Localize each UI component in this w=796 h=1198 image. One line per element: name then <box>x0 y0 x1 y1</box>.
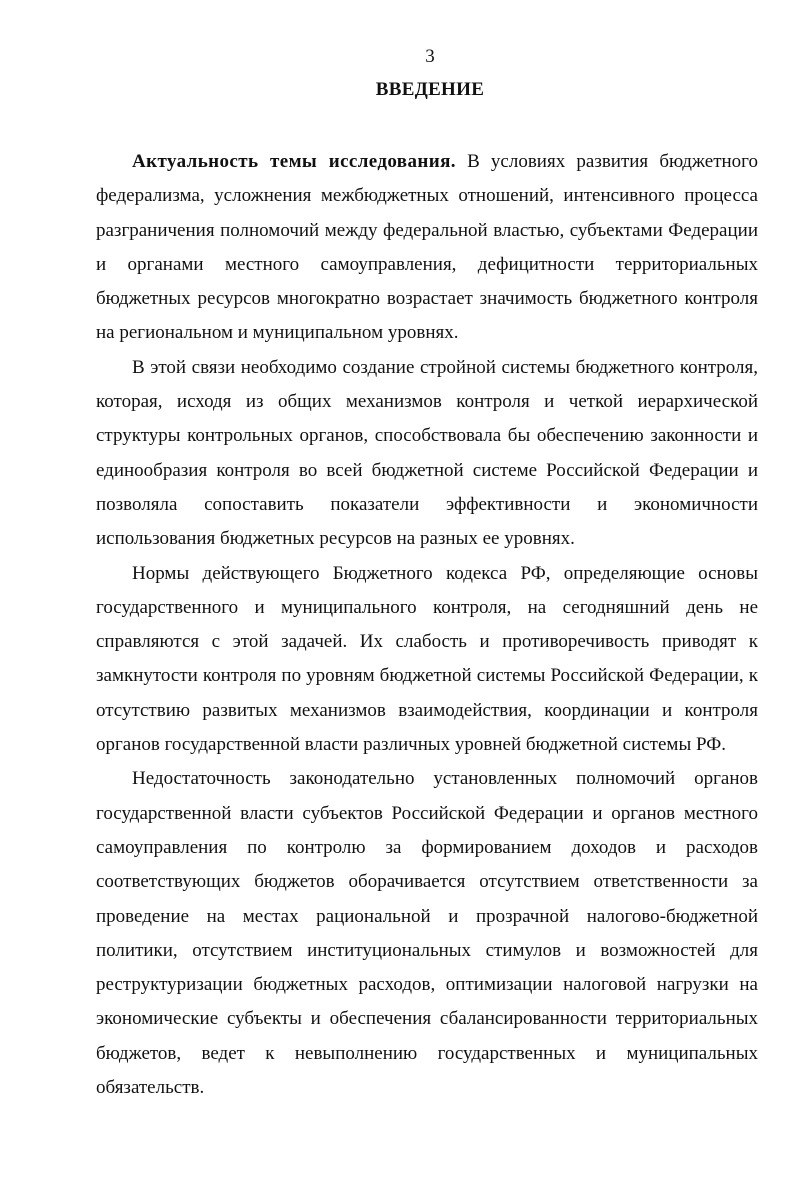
page-number: 3 <box>425 46 435 67</box>
paragraph-insufficiency: Недостаточность законодательно установленных полномочий органов государственной власти субъектов Российской Федерации и органов местного самоуправления по контролю за формированием доходов и расходов соответствующих бюджетов оборачивается отсутствием ответственности за проведение на местах рациональной и прозрачной налогово-бюджетной политики, отсутствием институциональных стимулов и возможностей для реструктуризации бюджетных расходов, оптимизации налоговой нагрузки на экономические субъекты и обеспечения сбалансированности территориальных бюджетов, ведет к невыполнению государственных и муниципальных обязательств. <box>96 768 758 1099</box>
paragraph-control-system: В этой связи необходимо создание стройной системы бюджетного контроля, которая, исходя из общих механизмов контроля и четкой иерархической структуры контрольных органов, способствовала бы обеспечению законности и единообразия контроля во всей бюджетной системе Российской Федерации и позволяла сопоставить показатели эффективности и экономичности использования бюджетных ресурсов на разных ее уровнях. <box>96 356 758 550</box>
paragraph-budget-code: Нормы действующего Бюджетного кодекса РФ, определяющие основы государственного и муниципального контроля, на сегодняшний день не справляются с этой задачей. Их слабость и противоречивость приводят к замкнутости контроля по уровням бюджетной системы Российской Федерации, к отсутствию развитых механизмов взаимодействия, координации и контроля органов государственной власти различных уровней бюджетной системы РФ. <box>96 562 758 756</box>
section-title: ВВЕДЕНИЕ <box>375 79 485 100</box>
document-body <box>96 145 758 1105</box>
paragraph-lead: Актуальность темы исследования. <box>132 151 456 172</box>
paragraph-text: В условиях развития бюджетного федерализма, усложнения межбюджетных отношений, интенсивного процесса разграничения полномочий между федеральной властью, субъектами Федерации и органами местного самоуправления, дефицитности территориальных бюджетных ресурсов многократно возрастает значимость бюджетного контроля на региональном и муниципальном уровнях. <box>96 151 759 344</box>
paragraph-relevance <box>96 145 758 351</box>
